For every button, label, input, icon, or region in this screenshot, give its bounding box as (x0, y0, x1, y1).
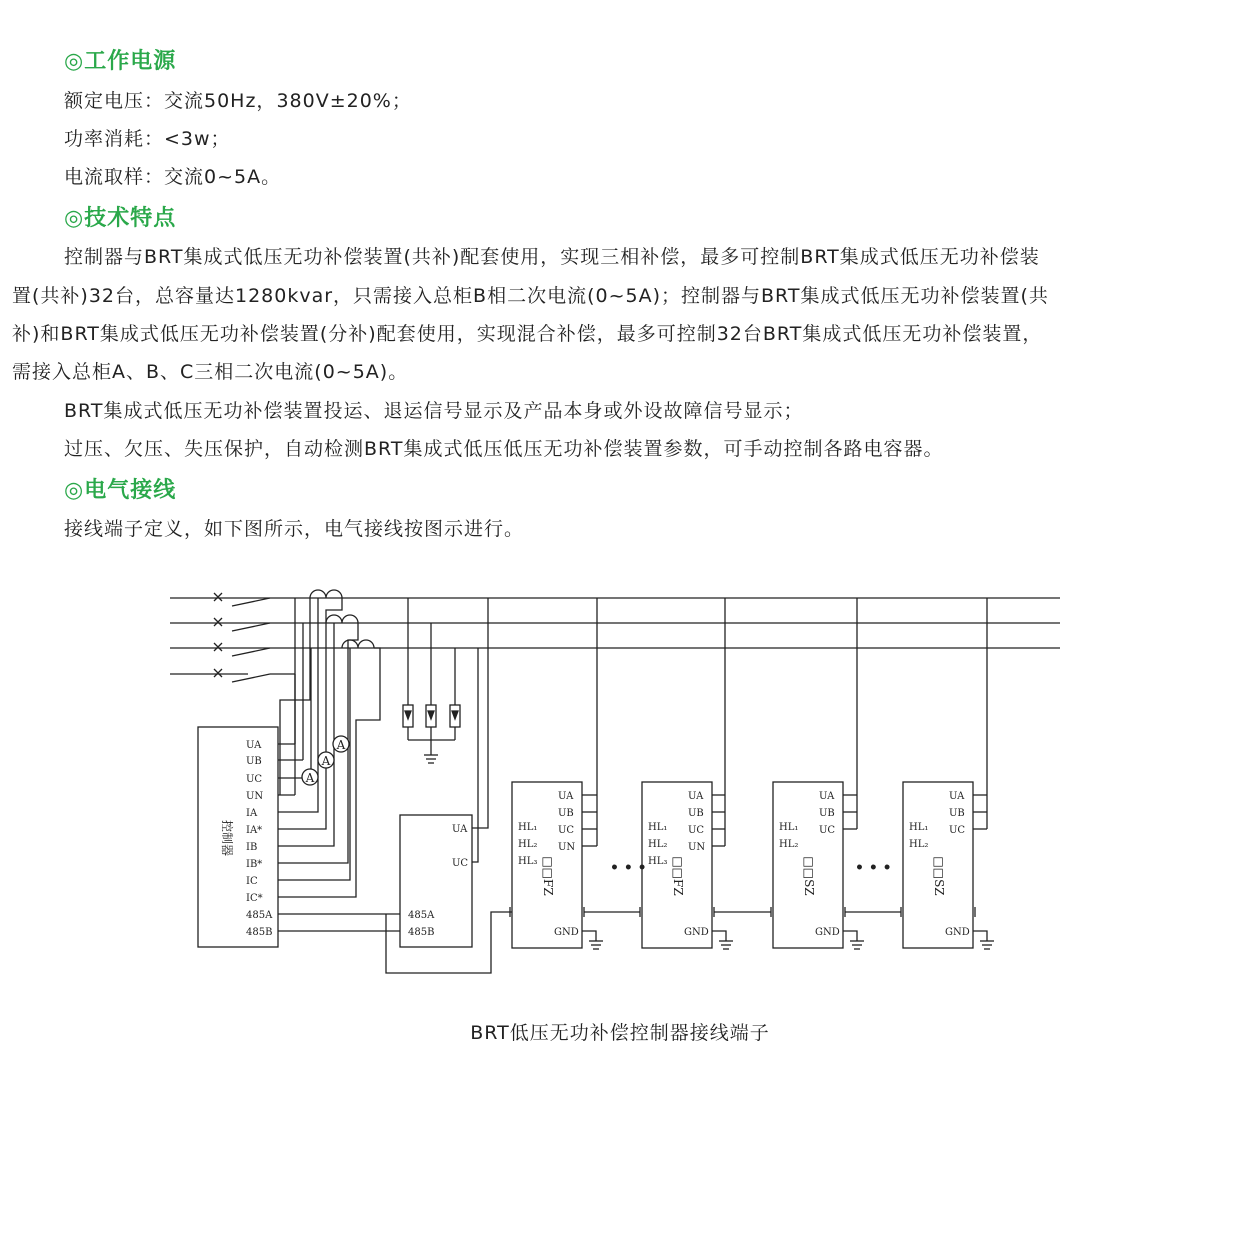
text-line: 补)和BRT集成式低压无功补偿装置(分补)配套使用，实现混合补偿，最多可控制32台BRT集成式低压无功补偿装置， (12, 323, 1043, 345)
text-line: 功率消耗：<3w； (64, 128, 231, 150)
terminal-label: IC (246, 876, 258, 887)
section-title-wiring: ◎电气接线 (64, 478, 177, 503)
terminal-label: HL₂ (909, 839, 929, 850)
ammeter-icon: A (305, 771, 315, 785)
ellipsis: • • • (610, 860, 647, 876)
compensation-unit (901, 598, 994, 949)
compensation-unit (771, 598, 901, 949)
terminal-label: UC (819, 825, 836, 836)
diagram-caption: BRT低压无功补偿控制器接线端子 (470, 1022, 770, 1044)
terminal-label: UA (949, 791, 965, 802)
section-title-features: ◎技术特点 (64, 206, 177, 231)
terminal-label: GND (684, 927, 709, 938)
terminal-label: 485A (246, 910, 273, 921)
terminal-label: GND (554, 927, 579, 938)
terminal-label: UC (688, 825, 705, 836)
terminal-label: 485B (408, 927, 435, 938)
terminal-label: UN (246, 791, 264, 802)
ammeter-icon: A (321, 754, 331, 768)
terminal-label: UA (558, 791, 574, 802)
terminal-label: HL₁ (648, 822, 668, 833)
terminal-label: HL₂ (518, 839, 538, 850)
compensation-unit (510, 598, 640, 949)
unit-label: □□FZ (671, 856, 685, 896)
terminal-label: HL₂ (779, 839, 799, 850)
text-line: 电流取样：交流0~5A。 (64, 166, 282, 188)
text-line: 接线端子定义，如下图所示，电气接线按图示进行。 (64, 518, 525, 540)
terminal-label: UC (452, 858, 469, 869)
terminal-label: GND (945, 927, 970, 938)
controller-label: 控制器 (220, 819, 234, 857)
terminal-label: UA (452, 824, 468, 835)
unit-label: □□FZ (541, 856, 555, 896)
terminal-label: UA (688, 791, 704, 802)
terminal-label: HL₂ (648, 839, 668, 850)
text-line: 过压、欠压、失压保护，自动检测BRT集成式低压低压无功补偿装置参数，可手动控制各路电容器。 (64, 438, 944, 460)
compensation-unit (640, 598, 771, 949)
terminal-label: UA (819, 791, 835, 802)
terminal-label: UN (558, 842, 576, 853)
unit-label: □□SZ (932, 856, 946, 896)
terminal-label: HL₁ (909, 822, 929, 833)
terminal-label: UC (246, 774, 263, 785)
terminal-label: UN (688, 842, 706, 853)
controller-box (198, 727, 278, 947)
controller-wiring (278, 598, 380, 897)
terminal-label: HL₃ (518, 856, 538, 867)
terminal-label: UB (819, 808, 835, 819)
terminal-label: UB (949, 808, 965, 819)
terminal-label: HL₁ (779, 822, 799, 833)
middle-box (278, 598, 512, 973)
text-line: BRT集成式低压无功补偿装置投运、退运信号显示及产品本身或外设故障信号显示； (64, 400, 804, 422)
text-line: 控制器与BRT集成式低压无功补偿装置(共补)配套使用，实现三相补偿，最多可控制BRT集成式低压无功补偿装 (64, 246, 1040, 268)
terminal-label: HL₁ (518, 822, 538, 833)
terminal-label: UB (688, 808, 704, 819)
text-line: 额定电压：交流50Hz，380V±20%； (64, 90, 412, 112)
terminal-label: UB (558, 808, 574, 819)
terminal-label: IA (246, 808, 258, 819)
terminal-label: 485B (246, 927, 273, 938)
terminal-label: UA (246, 740, 262, 751)
unit-group (510, 598, 994, 949)
ellipsis: • • • (855, 860, 892, 876)
terminal-label: UC (949, 825, 966, 836)
terminal-label: UC (558, 825, 575, 836)
terminal-label: IB (246, 842, 258, 853)
section-title-power: ◎工作电源 (64, 49, 177, 74)
terminal-label: HL₃ (648, 856, 668, 867)
terminal-label: 485A (408, 910, 435, 921)
text-line: 需接入总柜A、B、C三相二次电流(0~5A)。 (12, 361, 409, 383)
terminal-label: IC* (246, 893, 263, 904)
text-line: 置(共补)32台，总容量达1280kvar，只需接入总柜B相二次电流(0~5A)；控制器与BRT集成式低压无功补偿装置(共 (12, 285, 1049, 307)
ammeter-icon: A (336, 738, 346, 752)
unit-label: □□SZ (802, 856, 816, 896)
terminal-label: UB (246, 756, 262, 767)
terminal-label: GND (815, 927, 840, 938)
terminal-label: IA* (246, 825, 263, 836)
terminal-label: IB* (246, 859, 263, 870)
